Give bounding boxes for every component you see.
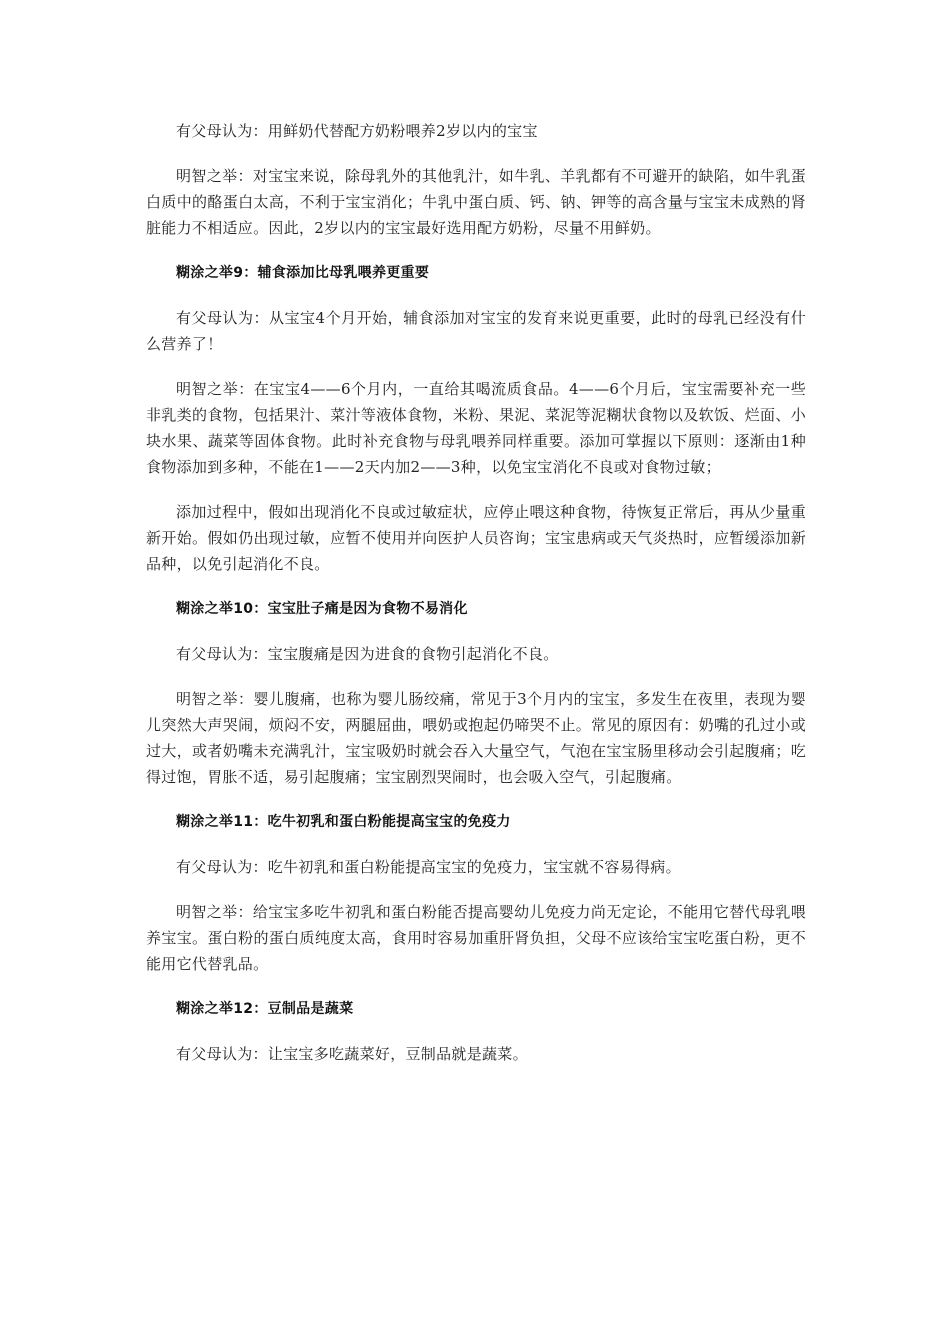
paragraph-advice-colic: 明智之举：婴儿腹痛，也称为婴儿肠绞痛，常见于3个月内的宝宝，多发生在夜里，表现为婴儿突然大声哭闹，烦闷不安，两腿屈曲，喂奶或抱起仍啼哭不止。常见的原因有：奶嘴的孔过小或过大，或者奶嘴未充满乳汁，宝宝吸奶时就会吞入大量空气，气泡在宝宝肠里移动会引起腹痛；吃得过饱，胃胀不适，易引起腹痛；宝宝剧烈哭闹时，也会吸入空气，引起腹痛。	[146, 690, 806, 786]
paragraph-myth-colostrum: 有父母认为：吃牛初乳和蛋白粉能提高宝宝的免疫力，宝宝就不容易得病。	[176, 858, 681, 876]
heading-myth-10: 糊涂之举10：宝宝肚子痛是因为食物不易消化	[176, 601, 468, 617]
paragraph-myth-stomach-ache: 有父母认为：宝宝腹痛是因为进食的食物引起消化不良。	[176, 645, 559, 663]
heading-myth-12: 糊涂之举12：豆制品是蔬菜	[176, 1001, 354, 1017]
document-body	[146, 118, 806, 1086]
heading-myth-11: 糊涂之举11：吃牛初乳和蛋白粉能提高宝宝的免疫力	[176, 814, 511, 830]
paragraph-myth-fresh-milk: 有父母认为：用鲜奶代替配方奶粉喂养2岁以内的宝宝	[176, 122, 538, 140]
paragraph-advice-formula: 明智之举：对宝宝来说，除母乳外的其他乳汁，如牛乳、羊乳都有不可避开的缺陷，如牛乳蛋白质中的酪蛋白太高，不利于宝宝消化；牛乳中蛋白质、钙、钠、钾等的高含量与宝宝未成熟的肾脏能力不相适应。因此，2岁以内的宝宝最好选用配方奶粉，尽量不用鲜奶。	[146, 167, 806, 237]
paragraph-advice-complementary-food: 明智之举：在宝宝4——6个月内，一直给其喝流质食品。4——6个月后，宝宝需要补充一些非乳类的食物，包括果汁、菜汁等液体食物，米粉、果泥、菜泥等泥糊状食物以及软饭、烂面、小块水果、蔬菜等固体食物。此时补充食物与母乳喂养同样重要。添加可掌握以下原则：逐渐由1种食物添加到多种，不能在1——2天内加2——3种，以免宝宝消化不良或对食物过敏；	[146, 380, 806, 476]
paragraph-myth-complementary-food: 有父母认为：从宝宝4个月开始，辅食添加对宝宝的发育来说更重要，此时的母乳已经没有什么营养了！	[146, 309, 806, 353]
paragraph-advice-allergy: 添加过程中，假如出现消化不良或过敏症状，应停止喂这种食物，待恢复正常后，再从少量重新开始。假如仍出现过敏，应暂不使用并向医护人员咨询；宝宝患病或天气炎热时，应暂缓添加新品种，以免引起消化不良。	[146, 503, 806, 573]
paragraph-advice-protein-powder: 明智之举：给宝宝多吃牛初乳和蛋白粉能否提高婴幼儿免疫力尚无定论，不能用它替代母乳喂养宝宝。蛋白粉的蛋白质纯度太高，食用时容易加重肝肾负担，父母不应该给宝宝吃蛋白粉，更不能用它代替乳品。	[146, 903, 806, 973]
paragraph-myth-soy-products: 有父母认为：让宝宝多吃蔬菜好，豆制品就是蔬菜。	[176, 1045, 528, 1063]
heading-myth-9: 糊涂之举9：辅食添加比母乳喂养更重要	[176, 265, 430, 281]
